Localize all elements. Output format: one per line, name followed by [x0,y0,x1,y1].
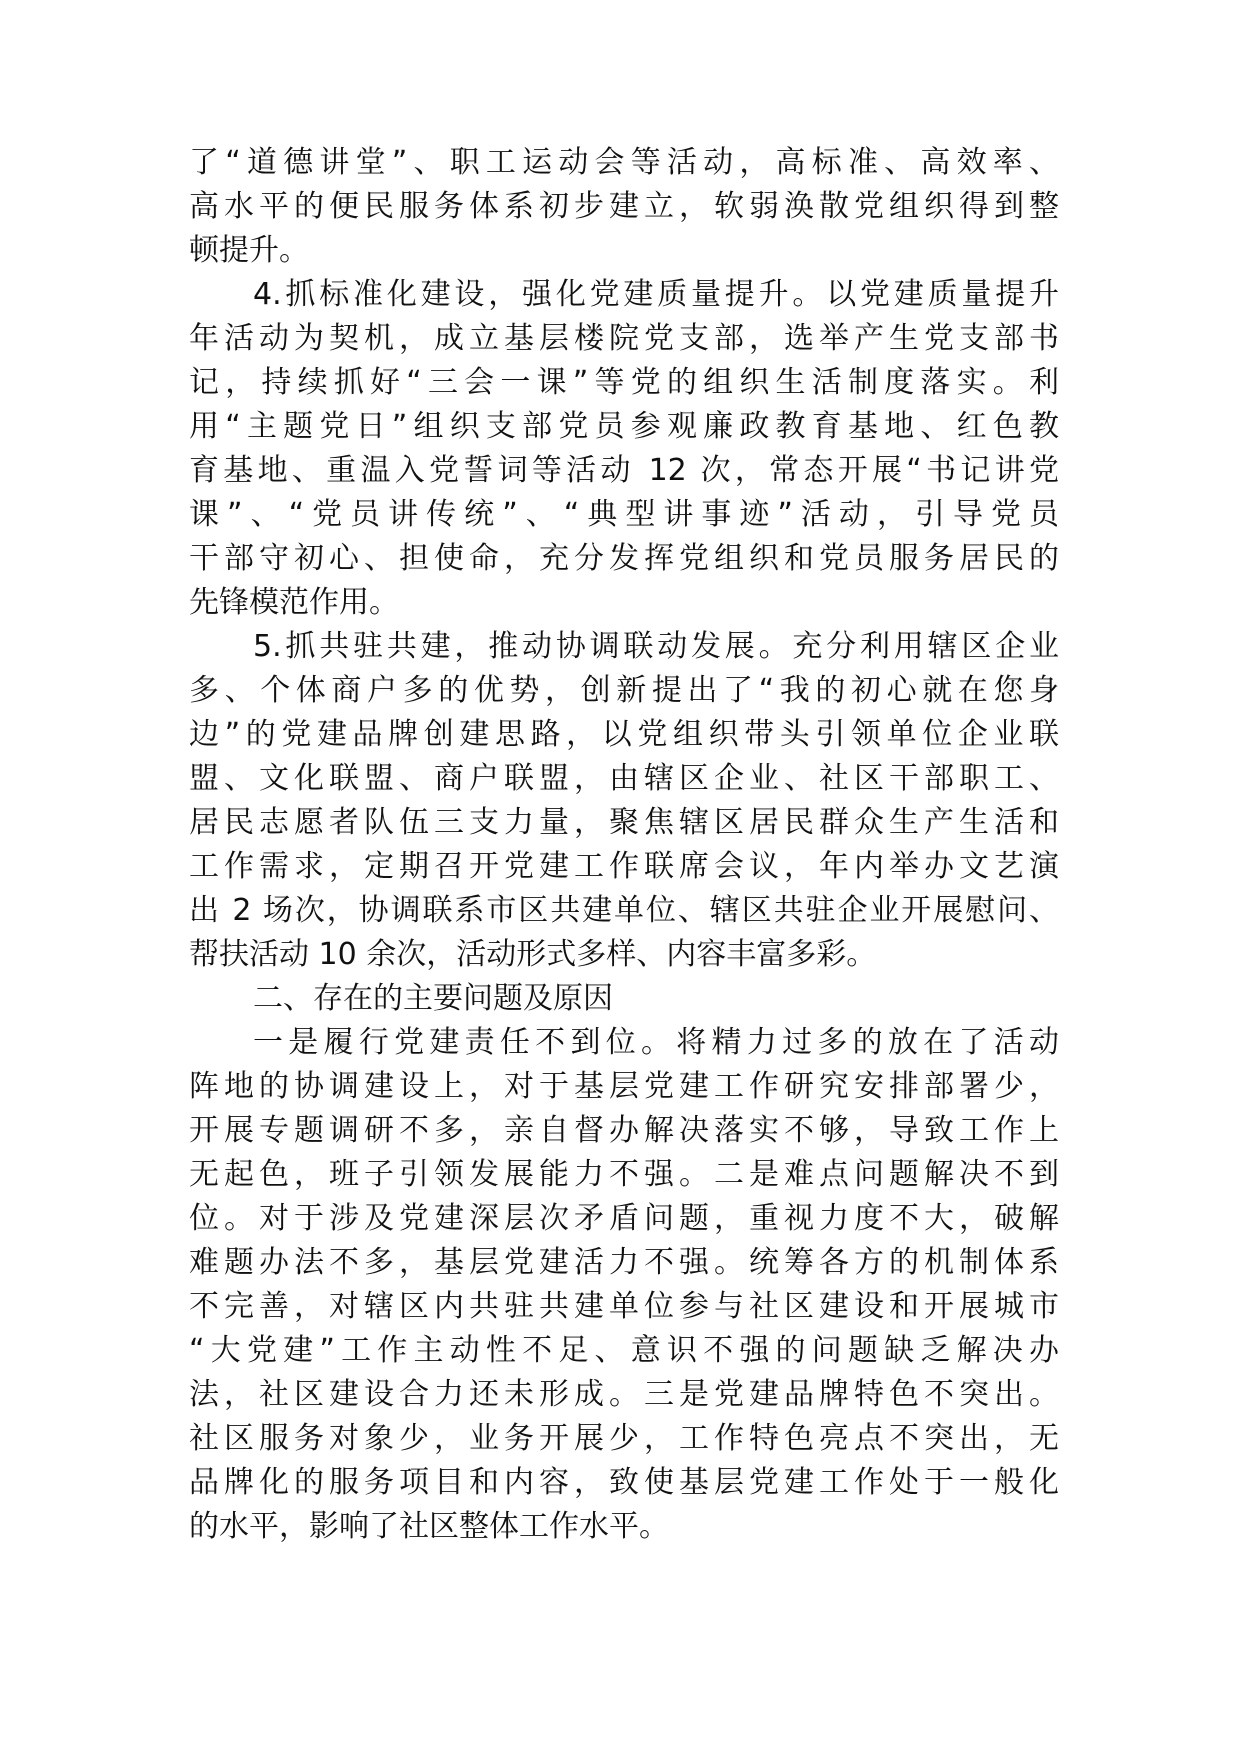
document-body [189,141,1059,1549]
text-line: 的水平，影响了社区整体工作水平。 [189,1509,669,1544]
text-line: 先锋模范作用。 [189,585,399,620]
text-line: 年活动为契机，成立基层楼院党支部，选举产生党支部书 [189,321,1059,356]
text-line: 4.抓标准化建设，强化党建质量提升。以党建质量提升 [253,277,1059,312]
text-line: 帮扶活动 10 余次，活动形式多样、内容丰富多彩。 [189,937,877,972]
text-line: 记，持续抓好“三会一课”等党的组织生活制度落实。利 [189,365,1059,400]
text-line: 高水平的便民服务体系初步建立，软弱涣散党组织得到整 [189,189,1059,224]
text-line: 课”、“党员讲传统”、“典型讲事迹”活动，引导党员 [189,497,1059,532]
text-line: 一是履行党建责任不到位。将精力过多的放在了活动 [253,1025,1059,1060]
text-line: 边”的党建品牌创建思路，以党组织带头引领单位企业联 [189,717,1059,752]
text-line: 品牌化的服务项目和内容，致使基层党建工作处于一般化 [189,1465,1059,1500]
text-line: 位。对于涉及党建深层次矛盾问题，重视力度不大，破解 [189,1201,1059,1236]
text-line: 盟、文化联盟、商户联盟，由辖区企业、社区干部职工、 [189,761,1059,796]
text-line: 育基地、重温入党誓词等活动 12 次，常态开展“书记讲党 [189,453,1059,488]
text-line: 工作需求，定期召开党建工作联席会议，年内举办文艺演 [189,849,1059,884]
text-line: 居民志愿者队伍三支力量，聚焦辖区居民群众生产生活和 [189,805,1059,840]
text-line: 不完善，对辖区内共驻共建单位参与社区建设和开展城市 [189,1289,1059,1324]
text-line: 出 2 场次，协调联系市区共建单位、辖区共驻企业开展慰问、 [189,893,1059,928]
text-line: 无起色，班子引领发展能力不强。二是难点问题解决不到 [189,1157,1059,1192]
text-line: 开展专题调研不多，亲自督办解决落实不够，导致工作上 [189,1113,1059,1148]
text-line: 法，社区建设合力还未形成。三是党建品牌特色不突出。 [189,1377,1059,1412]
text-line: 顿提升。 [189,233,309,268]
text-line: “大党建”工作主动性不足、意识不强的问题缺乏解决办 [189,1333,1059,1368]
text-line: 5.抓共驻共建，推动协调联动发展。充分利用辖区企业 [253,629,1059,664]
text-line: 多、个体商户多的优势，创新提出了“我的初心就在您身 [189,673,1059,708]
text-line: 了“道德讲堂”、职工运动会等活动，高标准、高效率、 [189,145,1059,180]
text-line: 难题办法不多，基层党建活力不强。统筹各方的机制体系 [189,1245,1059,1280]
text-line: 用“主题党日”组织支部党员参观廉政教育基地、红色教 [189,409,1059,444]
text-line: 干部守初心、担使命，充分发挥党组织和党员服务居民的 [189,541,1059,576]
text-line: 社区服务对象少，业务开展少，工作特色亮点不突出，无 [189,1421,1059,1456]
text-line: 阵地的协调建设上，对于基层党建工作研究安排部署少， [189,1069,1059,1104]
text-line: 二、存在的主要问题及原因 [253,981,613,1016]
